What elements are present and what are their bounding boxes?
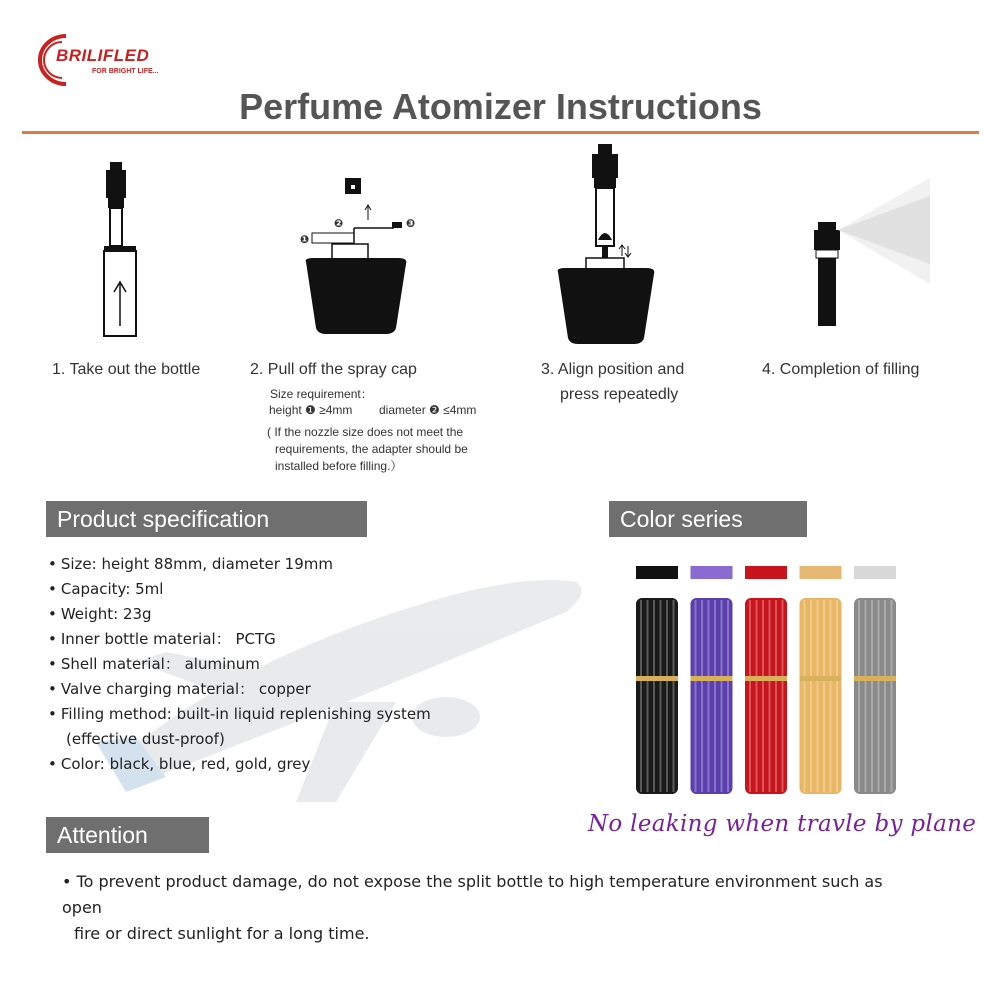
attention-header: Attention [46,817,209,853]
bottle-band [854,676,896,681]
bottle-body [854,598,896,794]
bottle-stripe [727,600,729,792]
step2-cap-illustration [296,178,436,343]
bottle-stripe [804,600,806,792]
bottle-black [636,566,678,794]
step4-label: 4. Completion of filling [762,361,920,378]
bottle-red [745,566,787,794]
spec-item: • Inner bottle material： PCTG [48,630,276,648]
bottle-stripe [762,600,764,792]
bottle-body [691,598,733,794]
bottle-cap [636,566,678,579]
size-requirement-label: Size requirement： [270,387,373,401]
marker-2-label: ❷ [334,218,344,230]
bottle-stripe [640,600,642,792]
bottle-cap [745,566,787,579]
color-bottles-graphic [626,548,908,810]
bottle-stripe [858,600,860,792]
bottle-band [636,676,678,681]
brand-tagline: FOR BRIGHT LIFE... [92,68,159,75]
title-divider [22,131,979,134]
bottle-stripe [884,600,886,792]
bottle-band [800,676,842,681]
product-specification-header: Product specification [46,501,367,537]
bottle-stripe [749,600,751,792]
color-series-header: Color series [609,501,807,537]
spec-item: • Size: height 88mm, diameter 19mm [48,555,333,573]
bottle-stripe [810,600,812,792]
step1-bottle-illustration [96,160,146,345]
bottle-cap [854,566,896,579]
step4-spray-illustration [810,174,940,339]
bottle-stripe [769,600,771,792]
adapter-note-line1: ( If the nozzle size does not meet the [267,425,464,439]
bottle-stripe [865,600,867,792]
height-requirement: height ❶ ≥4mm [269,403,353,417]
page-title: Perfume Atomizer Instructions [239,86,762,127]
brand-logo [36,30,206,90]
adapter-note-line3: installed before filling.） [275,459,403,473]
bottle-stripe [653,600,655,792]
bottle-band [691,676,733,681]
attention-text [62,869,922,947]
bottle-body [745,598,787,794]
bottle-stripe [695,600,697,792]
step3-label-line1: 3. Align position and [541,361,685,378]
spec-item: • Capacity: 5ml [48,580,164,598]
spec-item: • Color: black, blue, red, gold, grey [48,755,311,773]
attention-line1: • To prevent product damage, do not expose the split bottle to high temperature environment such as open [62,872,883,917]
spec-item: • Valve charging material： copper [48,680,311,698]
color-series-image [626,548,908,810]
bottle-band [745,676,787,681]
spec-list [48,552,518,777]
bottle-stripe [701,600,703,792]
spec-item: • Filling method: built-in liquid replenishing system [48,705,431,723]
bottle-stripe [878,600,880,792]
bottle-stripe [836,600,838,792]
step1-label: 1. Take out the bottle [52,361,201,378]
bottle-stripe [666,600,668,792]
marker-3-label: ❸ [406,218,416,230]
spec-item-continuation: (effective dust-proof) [66,730,225,748]
bottle-body [636,598,678,794]
bottle-stripe [823,600,825,792]
bottle-stripe [775,600,777,792]
bottle-stripe [830,600,832,792]
marker-1-label: ❶ [300,234,310,246]
bottle-stripe [721,600,723,792]
spec-item: • Shell material： aluminum [48,655,260,673]
bottle-blue [691,566,733,794]
bottle-stripe [647,600,649,792]
bottle-stripe [673,600,675,792]
step3-align-illustration [556,144,666,349]
adapter-note-line2: requirements, the adapter should be [275,442,468,456]
bottle-gold [800,566,842,794]
step2-label: 2. Pull off the spray cap [250,361,417,378]
bottle-grey [854,566,896,794]
bottle-cap [800,566,842,579]
bottle-stripe [891,600,893,792]
step3-label-line2: press repeatedly [560,386,679,403]
bottle-stripe [871,600,873,792]
brand-name: BRILIFLED [56,46,150,65]
spec-item: • Weight: 23g [48,605,152,623]
attention-line2: fire or direct sunlight for a long time. [74,924,370,943]
bottle-stripe [756,600,758,792]
diameter-requirement: diameter ❷ ≤4mm [379,403,477,417]
bottle-stripe [714,600,716,792]
bottle-stripe [817,600,819,792]
slogan-text: No leaking when travle by plane [588,811,977,837]
bottle-cap [691,566,733,579]
bottle-stripe [660,600,662,792]
bottle-stripe [708,600,710,792]
bottle-body [800,598,842,794]
bottle-stripe [782,600,784,792]
